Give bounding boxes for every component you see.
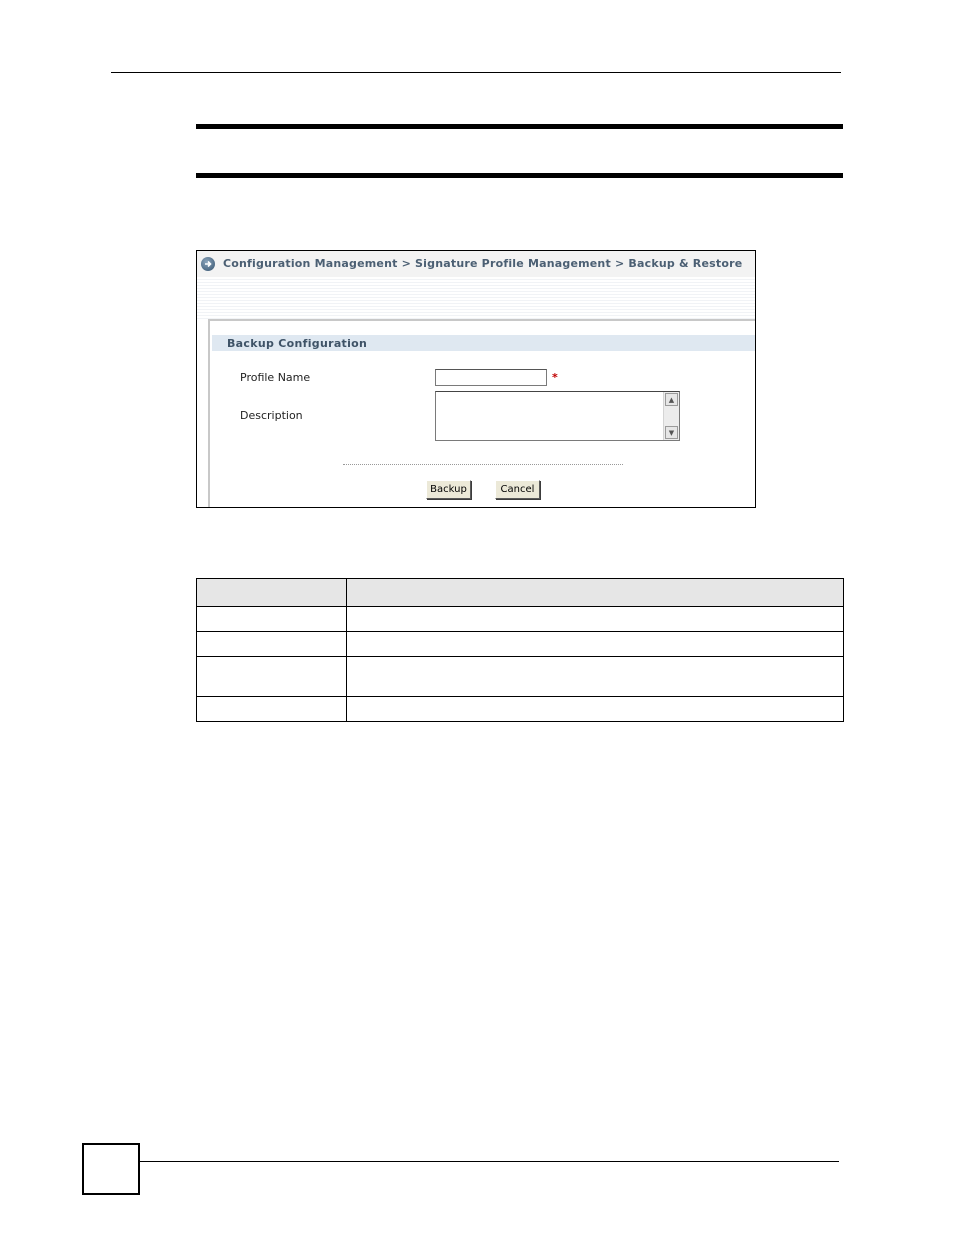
table-cell [197,607,347,632]
description-scrollbar[interactable] [663,392,679,440]
table-header-cell [197,579,347,607]
table-header-cell [347,579,844,607]
chevron-up-icon[interactable]: ▲ [665,393,678,406]
title-rule-top [196,124,843,129]
table-cell [197,632,347,657]
table-cell [347,697,844,722]
header-rule [111,72,841,73]
breadcrumb: Configuration Management > Signature Profile Management > Backup & Restore [223,257,743,270]
table-cell [347,607,844,632]
arrow-circle-icon [201,257,215,271]
cancel-button[interactable]: Cancel [495,480,540,499]
table-cell [347,657,844,697]
footer-rule [140,1161,839,1162]
table-header-row [197,579,844,607]
table-cell [197,697,347,722]
header-stripes [197,277,755,319]
chevron-down-icon[interactable]: ▼ [665,426,678,439]
form-divider [343,464,623,465]
section-title: Backup Configuration [227,337,368,350]
table-cell [347,632,844,657]
table-row [197,697,844,722]
title-rule-bottom [196,173,843,178]
table-row [197,657,844,697]
required-marker: * [552,371,558,384]
profile-name-label: Profile Name [240,371,311,384]
table-row [197,607,844,632]
backup-button[interactable]: Backup [426,480,471,499]
profile-name-input[interactable] [435,369,547,386]
table-row [197,632,844,657]
backup-configuration-screenshot [196,250,756,508]
page-number-box [82,1143,140,1195]
table-cell [197,657,347,697]
field-description-table [196,578,844,722]
description-textarea[interactable] [435,391,680,441]
description-label: Description [240,409,303,422]
